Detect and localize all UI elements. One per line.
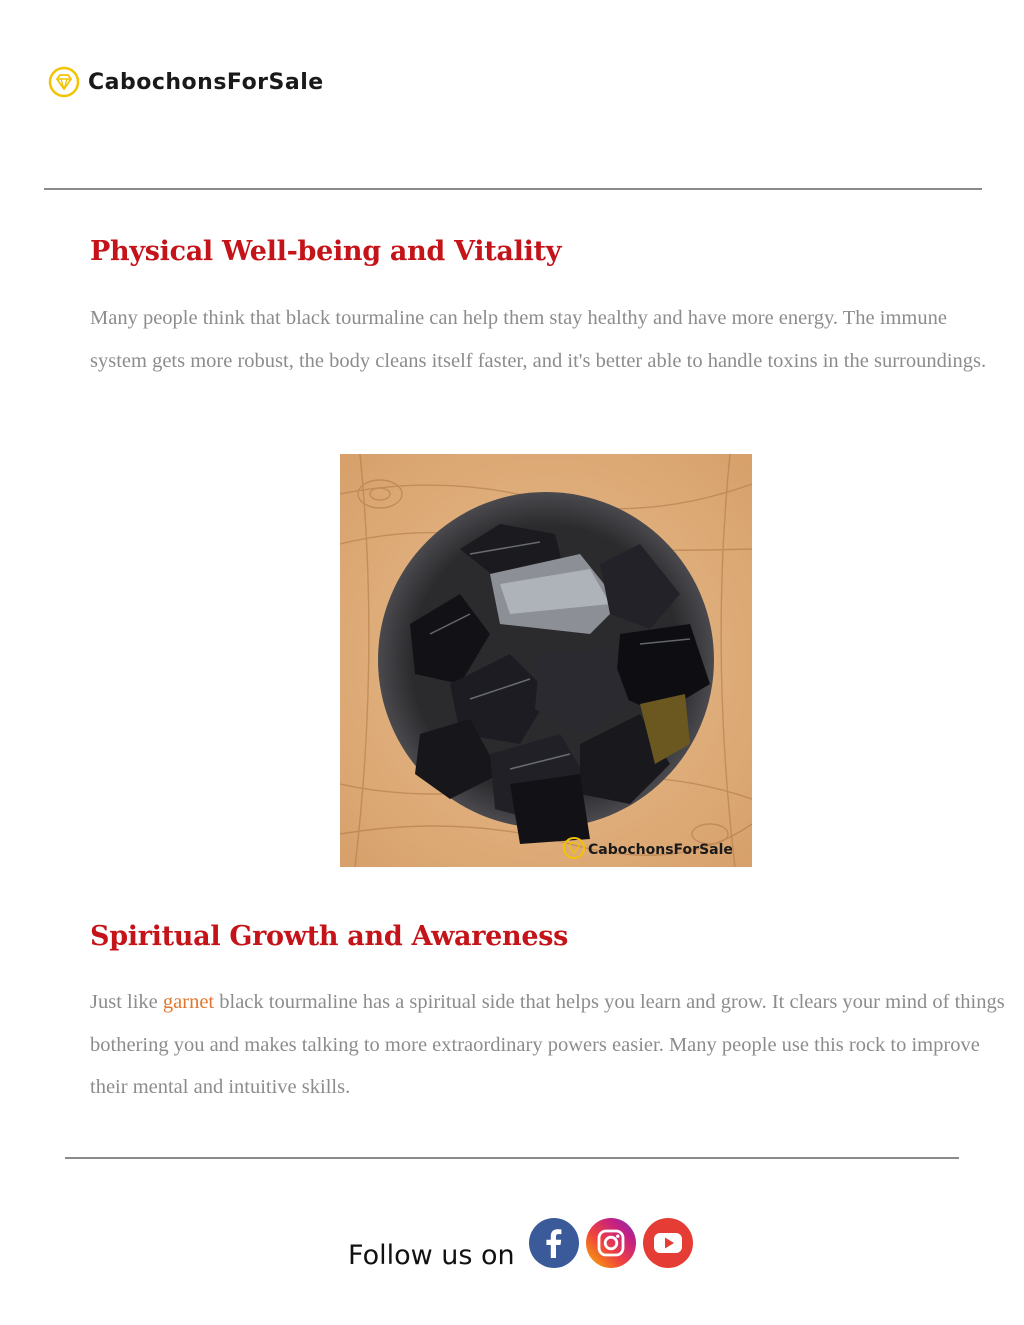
section-heading-physical: Physical Well-being and Vitality bbox=[90, 236, 562, 267]
follow-label: Follow us on bbox=[348, 1240, 515, 1271]
section-body-physical: Many people think that black tourmaline can help them stay healthy and have more energy. The immune system gets more robust, the body cleans itself faster, and it's better able to handle toxins in the surroundings. bbox=[90, 307, 987, 372]
facebook-icon bbox=[529, 1218, 579, 1268]
body-suffix: black tourmaline has a spiritual side that helps you learn and grow. It clears your mind of things bothering you and makes talking to more extraordinary powers easier. Many people use this rock to improve their mental and intuitive skills. bbox=[90, 991, 1005, 1098]
site-logo[interactable] bbox=[48, 66, 324, 98]
instagram-icon bbox=[586, 1218, 636, 1268]
facebook-button[interactable] bbox=[529, 1218, 579, 1268]
gem-icon bbox=[48, 66, 80, 98]
bottom-divider bbox=[65, 1157, 959, 1159]
youtube-button[interactable] bbox=[643, 1218, 693, 1268]
photo-watermark: CabochonsForSale bbox=[588, 842, 733, 858]
section-body-spiritual bbox=[90, 981, 1008, 1109]
top-divider bbox=[44, 188, 982, 190]
logo-text: CabochonsForSale bbox=[88, 69, 324, 95]
section-heading-spiritual: Spiritual Growth and Awareness bbox=[90, 921, 569, 952]
instagram-button[interactable] bbox=[586, 1218, 636, 1268]
body-prefix: Just like bbox=[90, 991, 163, 1013]
black-tourmaline-photo bbox=[340, 454, 752, 867]
youtube-icon bbox=[643, 1218, 693, 1268]
garnet-link[interactable]: garnet bbox=[162, 991, 215, 1013]
